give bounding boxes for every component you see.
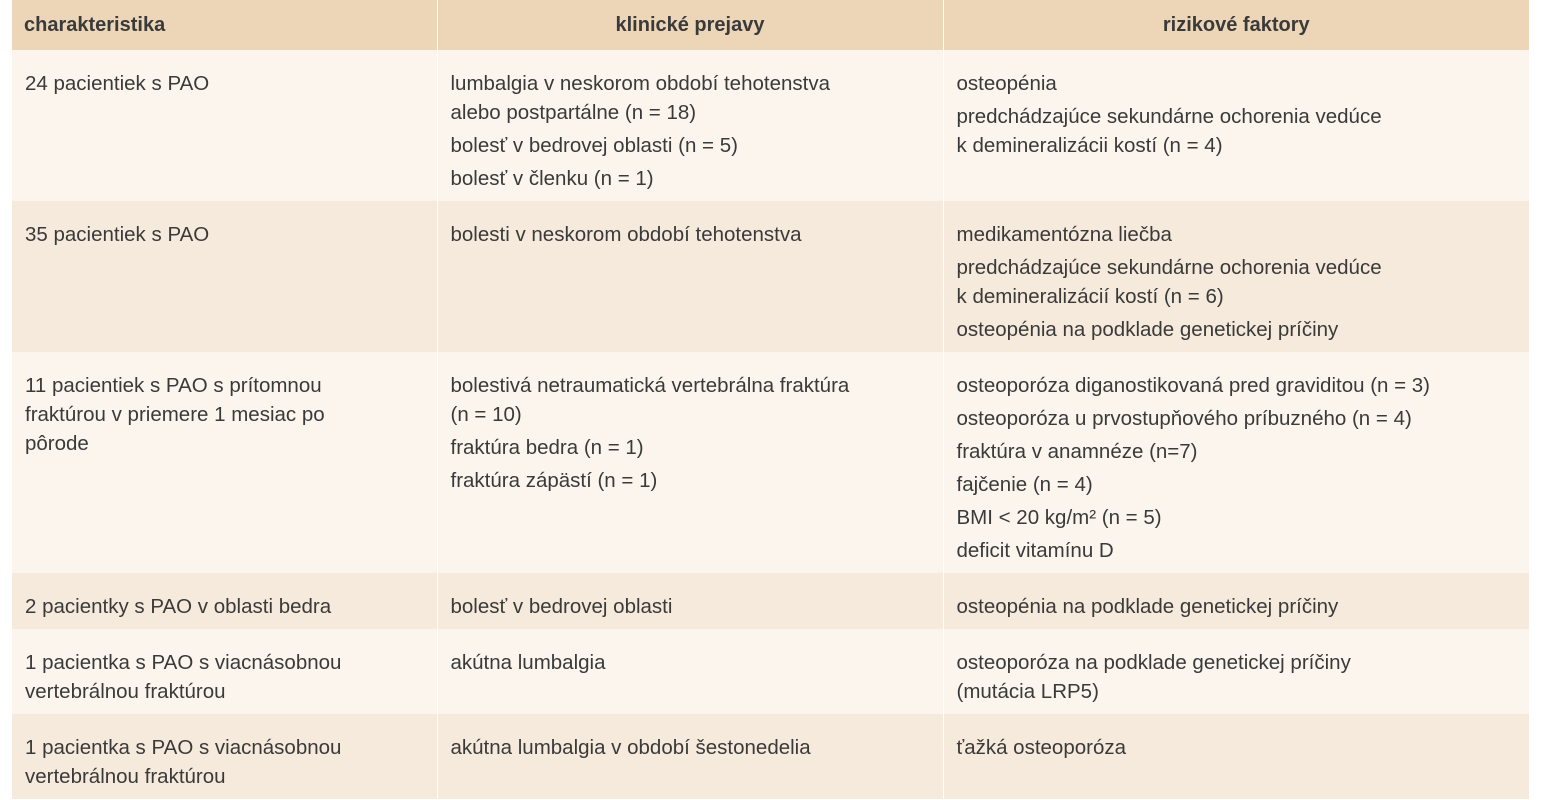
cell-text-line: 35 pacientiek s PAO — [25, 223, 210, 246]
cell-text-line: ťažká osteoporóza — [956, 736, 1127, 759]
cell-clinical — [437, 50, 943, 201]
cell-item — [451, 466, 931, 495]
cell-item — [957, 733, 1518, 762]
table-row — [12, 714, 1529, 799]
column-header-characteristic: charakteristika — [12, 0, 437, 50]
cell-text-line: 1 pacientka s PAO s viacnásobnou — [25, 651, 342, 674]
cell-text-line: osteopénia na podklade genetickej príčiny — [956, 318, 1339, 341]
cell-characteristic — [12, 714, 437, 799]
cell-item — [957, 437, 1518, 466]
cell-item — [451, 371, 931, 429]
table-row — [12, 50, 1529, 201]
cell-item — [957, 315, 1518, 344]
table-body — [12, 50, 1529, 799]
cell-text-line: alebo postpartálne (n = 18) — [450, 101, 697, 124]
cell-text-line: vertebrálnou fraktúrou — [25, 680, 226, 703]
table-row — [12, 201, 1529, 352]
cell-risk — [943, 629, 1529, 714]
cell-text-line: osteoporóza u prvostupňového príbuzného (n = 4) — [956, 407, 1412, 430]
cell-item — [957, 470, 1518, 499]
cell-text-line: fajčenie (n = 4) — [956, 473, 1093, 496]
cell-text-line: 1 pacientka s PAO s viacnásobnou — [25, 736, 342, 759]
cell-text-line: lumbalgia v neskorom období tehotenstva — [450, 72, 830, 95]
cell-text-line: fraktúra zápästí (n = 1) — [450, 469, 658, 492]
cell-text-line: osteopénia na podklade genetickej príčiny — [956, 595, 1339, 618]
cell-clinical — [437, 714, 943, 799]
cell-risk — [943, 573, 1529, 629]
cell-item — [957, 253, 1518, 311]
cell-risk — [943, 50, 1529, 201]
data-table-container — [12, 0, 1529, 799]
cell-text-line: vertebrálnou fraktúrou — [25, 765, 226, 788]
cell-item — [957, 69, 1518, 98]
cell-risk — [943, 352, 1529, 573]
cell-characteristic — [12, 50, 437, 201]
cell-text-line: pôrode — [25, 432, 89, 455]
cell-clinical — [437, 201, 943, 352]
cell-item — [957, 592, 1518, 621]
column-header-risk: rizikové faktory — [943, 0, 1529, 50]
cell-item — [451, 220, 931, 249]
cell-clinical — [437, 573, 943, 629]
cell-text-line: BMI < 20 kg/m² (n = 5) — [956, 506, 1162, 529]
cell-text-line: (mutácia LRP5) — [956, 680, 1099, 703]
cell-text-line: deficit vitamínu D — [956, 539, 1114, 562]
cell-text-line: fraktúra v anamnéze (n=7) — [956, 440, 1198, 463]
cell-item — [957, 371, 1518, 400]
cell-text-line: akútna lumbalgia — [450, 651, 606, 674]
cell-text-line: predchádzajúce sekundárne ochorenia vedúce — [956, 256, 1382, 279]
cell-text-line: (n = 10) — [450, 403, 522, 426]
cell-item — [451, 164, 931, 193]
cell-text-line: akútna lumbalgia v období šestonedelia — [450, 736, 811, 759]
cell-risk — [943, 201, 1529, 352]
cell-text-line: bolesť v členku (n = 1) — [450, 167, 654, 190]
cell-item — [957, 102, 1518, 160]
cell-item — [957, 648, 1518, 706]
table-row — [12, 629, 1529, 714]
cell-item — [451, 131, 931, 160]
cell-text-line: fraktúra bedra (n = 1) — [450, 436, 644, 459]
cell-item — [451, 433, 931, 462]
cell-risk — [943, 714, 1529, 799]
cell-item — [957, 404, 1518, 433]
cell-item — [451, 69, 931, 127]
cell-text-line: bolesť v bedrovej oblasti (n = 5) — [450, 134, 738, 157]
column-header-clinical: klinické prejavy — [437, 0, 943, 50]
cell-text-line: 11 pacientiek s PAO s prítomnou — [25, 374, 322, 397]
cell-text-line: bolesti v neskorom období tehotenstva — [450, 223, 802, 246]
cell-item — [451, 592, 931, 621]
cell-text-line: k demineralizácii kostí (n = 4) — [956, 134, 1223, 157]
table-row — [12, 352, 1529, 573]
cell-text-line: predchádzajúce sekundárne ochorenia vedúce — [956, 105, 1382, 128]
cell-text-line: osteoporóza na podklade genetickej príčiny — [956, 651, 1351, 674]
cell-text-line: osteopénia — [956, 72, 1057, 95]
cell-text-line: osteoporóza diganostikovaná pred graviditou (n = 3) — [956, 374, 1431, 397]
cell-text-line: medikamentózna liečba — [956, 223, 1172, 246]
cell-text-line: bolesť v bedrovej oblasti — [450, 595, 673, 618]
cell-text-line: k demineralizácií kostí (n = 6) — [956, 285, 1224, 308]
table-row — [12, 573, 1529, 629]
table-header — [12, 0, 1529, 50]
cell-item — [957, 220, 1518, 249]
cell-item — [451, 733, 931, 762]
cell-item — [451, 648, 931, 677]
cell-clinical — [437, 352, 943, 573]
cell-text-line: 2 pacientky s PAO v oblasti bedra — [25, 595, 332, 618]
cell-item — [957, 503, 1518, 532]
cell-clinical — [437, 629, 943, 714]
cell-text-line: 24 pacientiek s PAO — [25, 72, 210, 95]
cell-item — [957, 536, 1518, 565]
header-row — [12, 0, 1529, 50]
cell-characteristic — [12, 629, 437, 714]
cell-characteristic — [12, 352, 437, 573]
cell-characteristic — [12, 201, 437, 352]
data-table — [12, 0, 1529, 799]
cell-text-line: fraktúrou v priemere 1 mesiac po — [25, 403, 325, 426]
cell-characteristic — [12, 573, 437, 629]
cell-text-line: bolestivá netraumatická vertebrálna fraktúra — [450, 374, 850, 397]
